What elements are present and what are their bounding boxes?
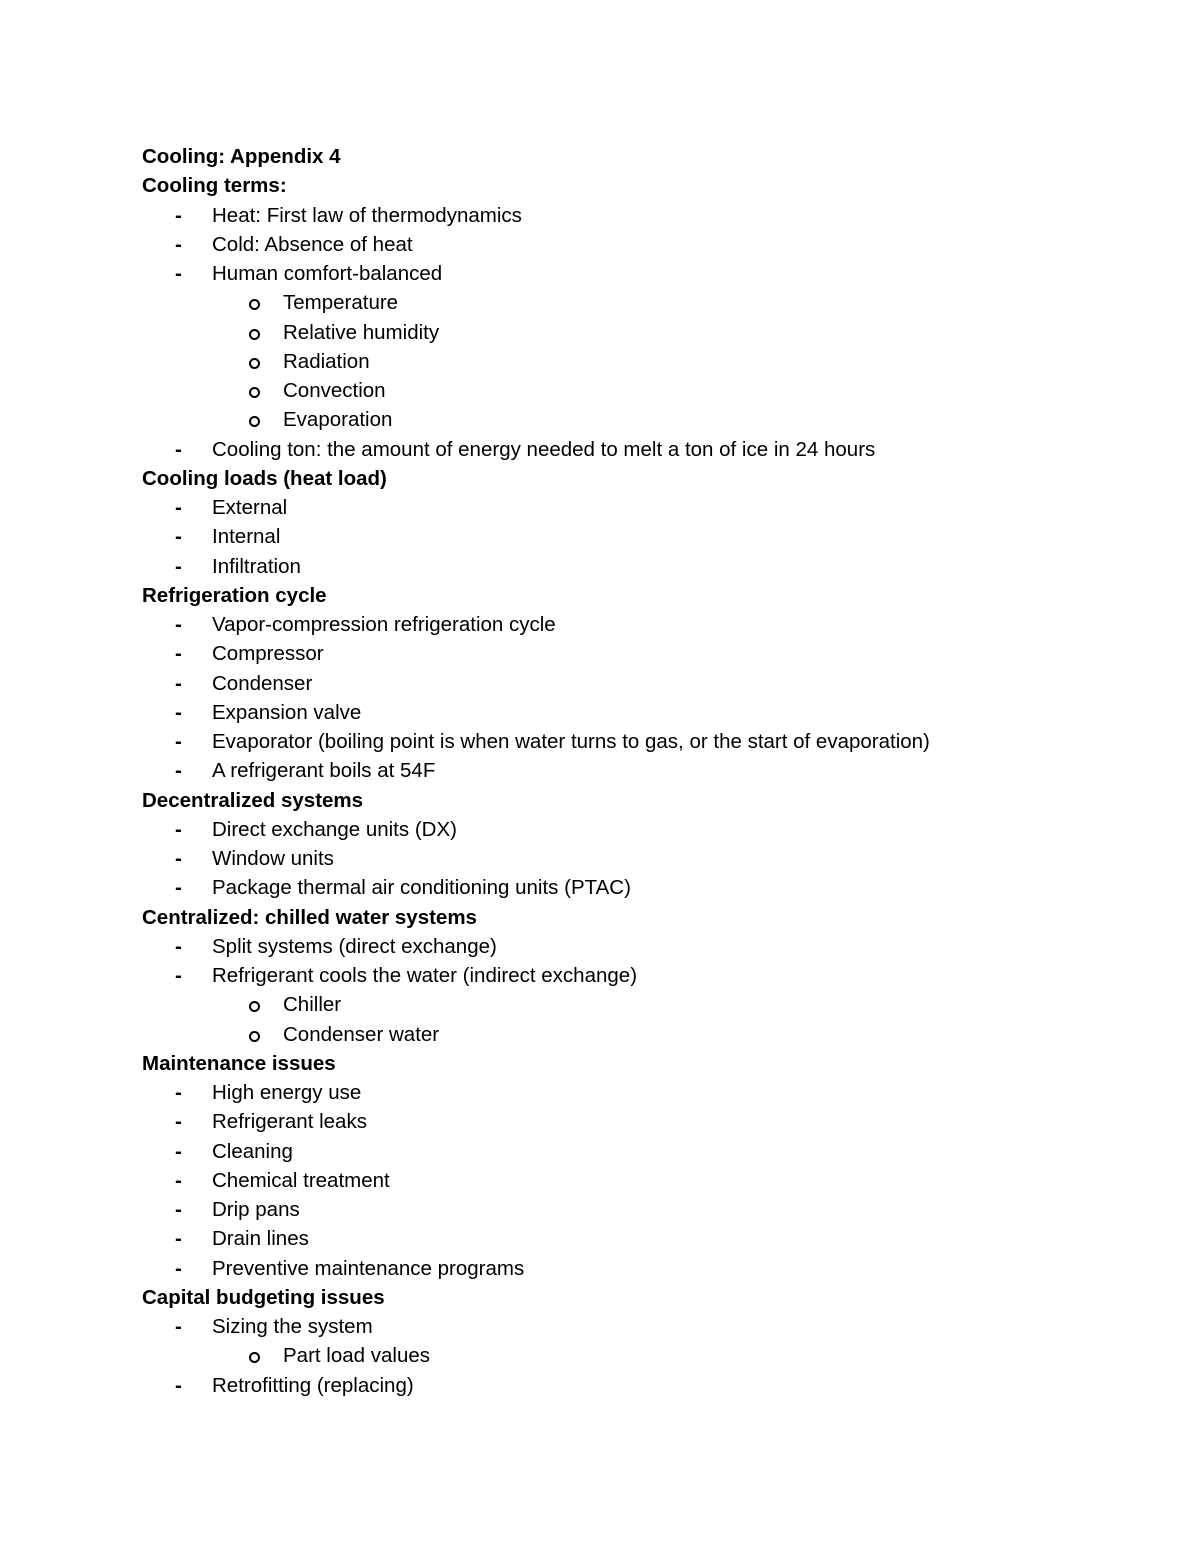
- circle-bullet-icon: [249, 347, 260, 376]
- sub-list-item: [142, 1020, 1142, 1049]
- list-item: [142, 669, 1142, 698]
- section-heading: Cooling loads (heat load): [142, 466, 387, 490]
- list-item: [142, 844, 1142, 873]
- sub-list-item-text: Chiller: [283, 993, 342, 1017]
- sub-list-item: [142, 347, 1142, 376]
- list-item: [142, 873, 1142, 902]
- dash-bullet: -: [175, 613, 182, 636]
- list-item-text: Evaporator (boiling point is when water turns to gas, or the start of evaporation): [212, 730, 930, 753]
- circle-bullet-icon: [249, 405, 260, 434]
- dash-bullet: -: [175, 1315, 182, 1338]
- dash-bullet: -: [175, 817, 182, 841]
- list-item-text: Compressor: [212, 642, 324, 666]
- dash-bullet: -: [175, 847, 182, 870]
- list-item-text: Preventive maintenance programs: [212, 1256, 525, 1280]
- list-item-text: Retrofitting (replacing): [212, 1373, 414, 1397]
- list-item: [142, 1166, 1142, 1195]
- list-item: [142, 493, 1142, 522]
- dash-bullet: -: [175, 642, 182, 666]
- list-item: [142, 1137, 1142, 1166]
- list-item-text: High energy use: [212, 1081, 362, 1104]
- dash-bullet: -: [175, 1256, 182, 1280]
- dash-bullet: -: [175, 934, 182, 958]
- circle-bullet-icon: [249, 376, 260, 405]
- list-item: [142, 552, 1142, 581]
- section-heading: Capital budgeting issues: [142, 1285, 385, 1309]
- dash-bullet: -: [175, 730, 182, 753]
- list-item-text: Condenser: [212, 671, 313, 695]
- list-item: [142, 610, 1142, 639]
- sub-list-item: [142, 990, 1142, 1019]
- list-item: [142, 230, 1142, 259]
- section-heading: Cooling terms:: [142, 174, 287, 198]
- dash-bullet: -: [175, 554, 182, 578]
- list-item-text: Internal: [212, 525, 281, 549]
- dash-bullet: -: [175, 1227, 182, 1251]
- list-item: [142, 639, 1142, 668]
- list-item: [142, 1371, 1142, 1400]
- list-item-text: Expansion valve: [212, 700, 362, 724]
- sub-list-item: [142, 376, 1142, 405]
- list-item-text: Heat: First law of thermodynamics: [212, 203, 522, 227]
- sub-list-item-text: Condenser water: [283, 1022, 440, 1046]
- sub-list-item-text: Part load values: [283, 1344, 431, 1368]
- list-item-text: Vapor-compression refrigeration cycle: [212, 613, 556, 636]
- dash-bullet: -: [175, 700, 182, 724]
- list-item: [142, 1078, 1142, 1107]
- list-item-text: External: [212, 496, 288, 519]
- list-item: [142, 961, 1142, 990]
- sub-list-item: [142, 318, 1142, 347]
- list-item: [142, 1107, 1142, 1136]
- list-item-text: Package thermal air conditioning units (PTAC): [212, 876, 631, 900]
- section-heading: Maintenance issues: [142, 1051, 336, 1075]
- list-item-text: Split systems (direct exchange): [212, 934, 497, 958]
- sub-list-item: [142, 288, 1142, 317]
- list-item: [142, 815, 1142, 844]
- section-heading: Decentralized systems: [142, 788, 364, 812]
- dash-bullet: -: [175, 1081, 182, 1104]
- dash-bullet: -: [175, 1373, 182, 1397]
- sub-list-item-text: Radiation: [283, 349, 370, 373]
- section-heading: Refrigeration cycle: [142, 583, 327, 607]
- dash-bullet: -: [175, 262, 182, 285]
- list-item: [142, 698, 1142, 727]
- list-item: [142, 1195, 1142, 1224]
- list-item: [142, 201, 1142, 230]
- circle-bullet-icon: [249, 1020, 260, 1049]
- dash-bullet: -: [175, 1139, 182, 1163]
- dash-bullet: -: [175, 1110, 182, 1134]
- list-item-text: Refrigerant leaks: [212, 1110, 367, 1134]
- list-item: [142, 1224, 1142, 1253]
- list-item-text: Drip pans: [212, 1198, 300, 1221]
- list-item: [142, 435, 1142, 464]
- section-heading: Centralized: chilled water systems: [142, 905, 477, 929]
- list-item-text: Human comfort-balanced: [212, 262, 443, 285]
- list-item-text: Direct exchange units (DX): [212, 817, 457, 841]
- list-item-text: Cold: Absence of heat: [212, 232, 413, 256]
- sub-list-item-text: Relative humidity: [283, 320, 440, 344]
- dash-bullet: -: [175, 203, 182, 227]
- list-item-text: Sizing the system: [212, 1315, 373, 1338]
- list-item-text: Drain lines: [212, 1227, 309, 1251]
- list-item-text: Window units: [212, 847, 334, 870]
- dash-bullet: -: [175, 671, 182, 695]
- document-title: Cooling: Appendix 4: [142, 145, 341, 168]
- list-item-text: Chemical treatment: [212, 1168, 390, 1192]
- dash-bullet: -: [175, 232, 182, 256]
- sub-list-item-text: Convection: [283, 379, 386, 402]
- sub-list-item: [142, 405, 1142, 434]
- sub-list-item-text: Temperature: [283, 291, 399, 315]
- list-item-text: Infiltration: [212, 554, 301, 578]
- circle-bullet-icon: [249, 990, 260, 1019]
- list-item-text: Refrigerant cools the water (indirect exchange): [212, 964, 638, 987]
- list-item: [142, 932, 1142, 961]
- list-item: [142, 1312, 1142, 1341]
- circle-bullet-icon: [249, 288, 260, 317]
- list-item-text: A refrigerant boils at 54F: [212, 759, 436, 783]
- circle-bullet-icon: [249, 1341, 260, 1370]
- document-body: [142, 142, 1142, 1400]
- dash-bullet: -: [175, 1168, 182, 1192]
- dash-bullet: -: [175, 496, 182, 519]
- list-item: [142, 1254, 1142, 1283]
- sub-list-item: [142, 1341, 1142, 1370]
- list-item-text: Cooling ton: the amount of energy needed to melt a ton of ice in 24 hours: [212, 437, 876, 461]
- dash-bullet: -: [175, 437, 182, 461]
- list-item-text: Cleaning: [212, 1139, 293, 1163]
- list-item: [142, 727, 1142, 756]
- dash-bullet: -: [175, 525, 182, 549]
- list-item: [142, 522, 1142, 551]
- sub-list-item-text: Evaporation: [283, 408, 393, 432]
- dash-bullet: -: [175, 759, 182, 783]
- list-item: [142, 259, 1142, 288]
- dash-bullet: -: [175, 964, 182, 987]
- list-item: [142, 756, 1142, 785]
- circle-bullet-icon: [249, 318, 260, 347]
- dash-bullet: -: [175, 876, 182, 900]
- dash-bullet: -: [175, 1198, 182, 1221]
